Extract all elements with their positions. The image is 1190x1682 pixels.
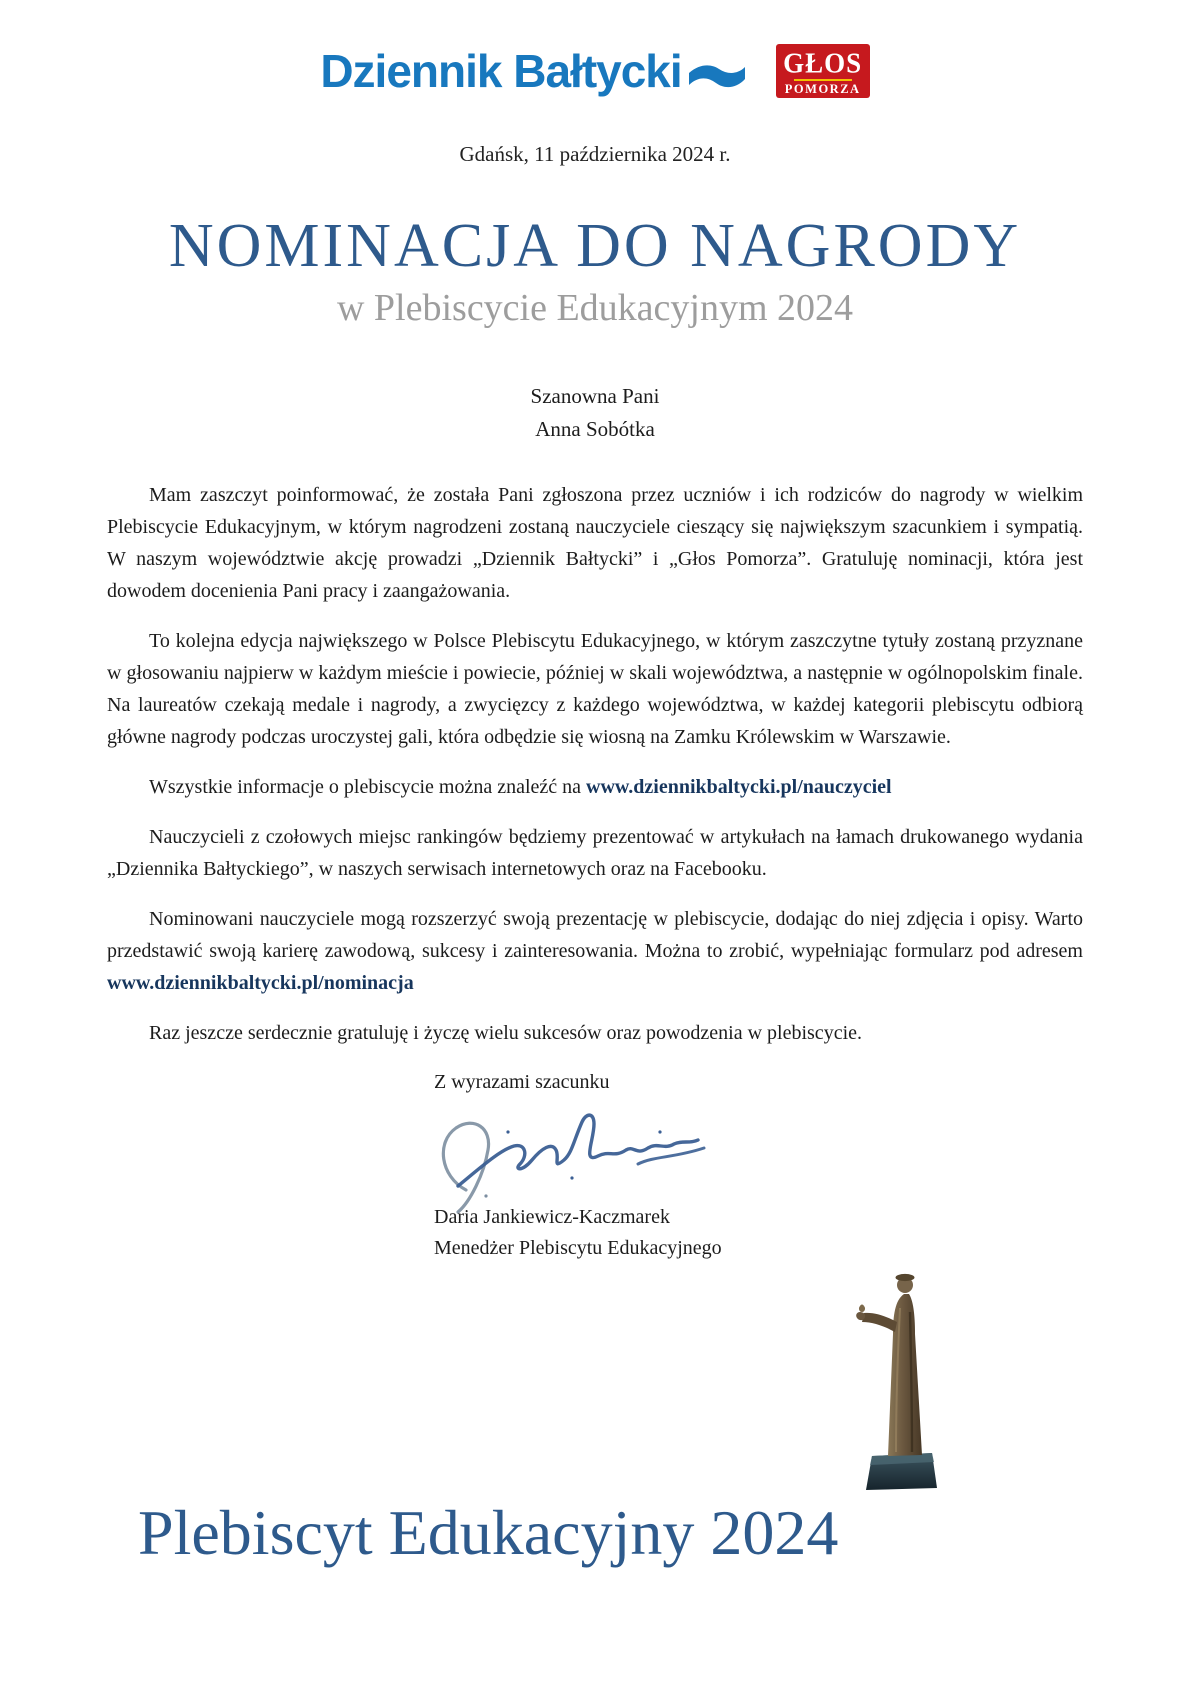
dziennik-baltycki-logo-text: Dziennik Bałtycki — [320, 45, 682, 97]
glos-logo-line2: POMORZA — [784, 81, 861, 96]
document-subtitle: w Plebiscycie Edukacyjnym 2024 — [336, 287, 854, 329]
wave-icon — [688, 61, 746, 95]
signer-block — [434, 1202, 854, 1264]
glos-pomorza-logo — [776, 44, 870, 98]
glos-logo-divider — [794, 79, 852, 81]
glos-logo-line1: GŁOS — [783, 46, 863, 79]
paragraph-congratulations: Raz jeszcze serdecznie gratuluję i życzę wielu sukcesów oraz powodzenia w plebiscycie. — [149, 1022, 862, 1045]
signer-name: Daria Jankiewicz-Kaczmarek — [434, 1206, 670, 1229]
masthead — [0, 0, 1190, 98]
dziennik-baltycki-logo — [320, 44, 745, 98]
letter-body — [107, 479, 1083, 1049]
handwritten-signature — [422, 1098, 714, 1216]
paragraph-profile-extension — [107, 903, 1083, 999]
closing-phrase: Z wyrazami szacunku — [434, 1071, 610, 1094]
salutation-line1: Szanowna Pani — [530, 384, 660, 408]
closing-block — [434, 1071, 854, 1264]
paragraph-press-coverage: Nauczycieli z czołowych miejsc rankingów będziemy prezentować w artykułach na łamach drukowanego wydania „Dziennika Bałtyckiego”, w naszych serwisach internetowych oraz na Facebooku. — [107, 826, 1083, 881]
info-link-lead-text: Wszystkie informacje o plebiscycie można znaleźć na — [149, 776, 587, 799]
profile-extension-text: Nominowani nauczyciele mogą rozszerzyć swoją prezentację w plebiscycie, dodając do niej zdjęcia i opisy. Warto przedstawić swoją karierę zawodową, sukcesy i zainteresowania. Można to zrobić, wypełniając formularz pod adresem — [107, 908, 1083, 963]
signer-role: Menedżer Plebiscytu Edukacyjnego — [434, 1237, 722, 1260]
document-title: NOMINACJA DO NAGRODY — [168, 212, 1022, 280]
nauczyciel-link[interactable]: www.dziennikbaltycki.pl/nauczyciel — [586, 776, 892, 799]
paragraph-nomination: Mam zaszczyt poinformować, że została Pani zgłoszona przez uczniów i ich rodziców do nagrody w wielkim Plebiscycie Edukacyjnym, w którym nagrodzeni zostaną nauczyciele cieszący się największym szacunkiem i sympatią. W naszym województwie akcję prowadzi „Dziennik Bałtycki” i „Głos Pomorza”. Gratuluję nominacji, która jest dowodem docenienia Pani pracy i zaangażowania. — [107, 484, 1083, 603]
dateline: Gdańsk, 11 października 2024 r. — [459, 142, 731, 166]
paragraph-plebiscite-info: To kolejna edycja największego w Polsce Plebiscytu Edukacyjnego, w którym zaszczytne tytuły zostaną przyznane w głosowaniu najpierw w każdym mieście i powiecie, później w skali województwa, a następnie w ogólnopolskim finale. Na laureatów czekają medale i nagrody, a zwycięzcy z każdego województwa, w każdej kategorii plebiscytu odbiorą główne nagrody podczas uroczystej gali, która odbędzie się wiosną na Zamku Królewskim w Warszawie. — [107, 630, 1083, 749]
footer-campaign-title: Plebiscyt Edukacyjny 2024 — [138, 1497, 839, 1568]
nominacja-link[interactable]: www.dziennikbaltycki.pl/nominacja — [107, 972, 414, 995]
recipient-name: Anna Sobótka — [535, 416, 655, 441]
paragraph-info-link — [107, 771, 1083, 803]
salutation — [0, 380, 1190, 445]
award-statuette-image — [852, 1268, 948, 1493]
